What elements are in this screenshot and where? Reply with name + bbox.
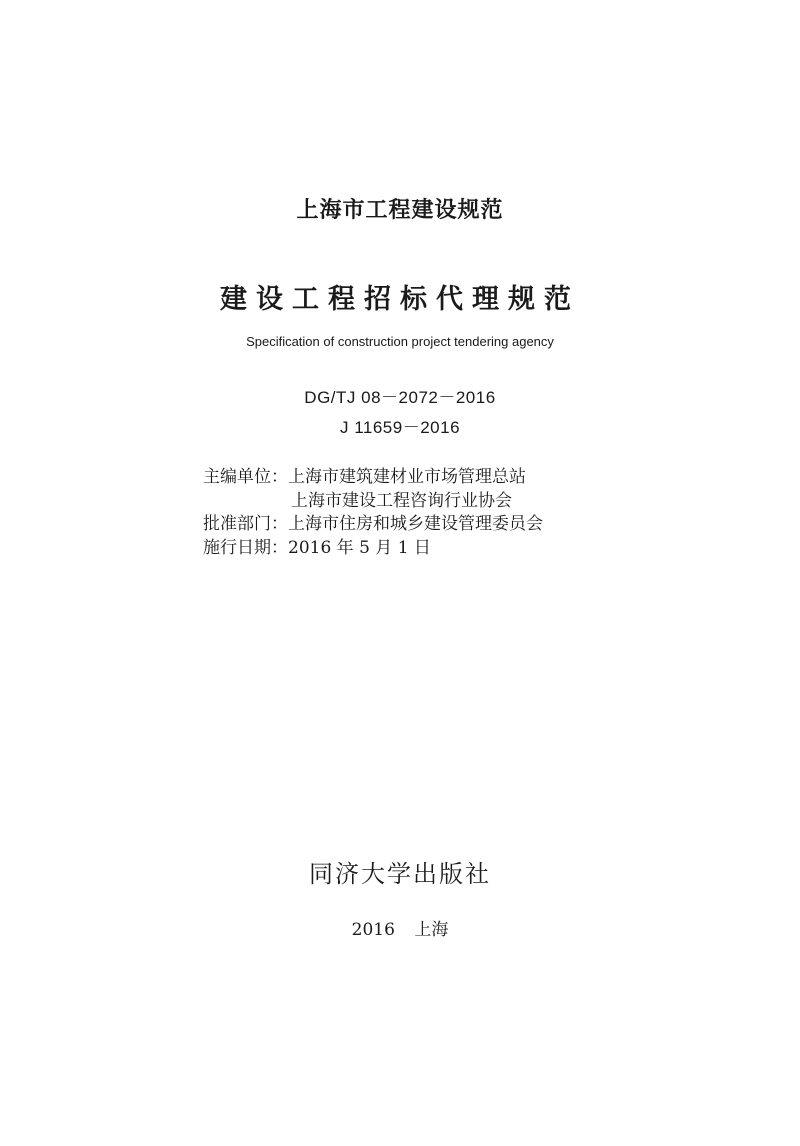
approver-label: 批准部门：: [203, 514, 288, 534]
series-title: 上海市工程建设规范: [296, 198, 504, 223]
metadata-block: [203, 466, 543, 560]
publication-place: 2016 上海: [351, 920, 449, 940]
main-title: 建设工程招标代理规范: [220, 284, 580, 315]
approver-row: [203, 513, 543, 537]
editor-row-2: [203, 490, 543, 514]
editor-label: 主编单位：: [203, 467, 288, 487]
english-title: Specification of construction project tendering agency: [246, 334, 554, 349]
editor-unit-2: 上海市建设工程咨询行业协会: [291, 490, 512, 511]
effective-date-row: [203, 537, 543, 561]
effective-date: 2016 年 5 月 1 日: [288, 537, 431, 558]
record-code: J 11659－2016: [339, 418, 461, 437]
editor-unit-1: 上海市建筑建材业市场管理总站: [288, 467, 526, 487]
effective-label: 施行日期：: [203, 537, 288, 558]
approver-unit: 上海市住房和城乡建设管理委员会: [288, 514, 543, 534]
editor-row: [203, 466, 543, 490]
standard-code: DG/TJ 08－2072－2016: [304, 388, 496, 407]
publisher-name: 同济大学出版社: [309, 860, 491, 888]
